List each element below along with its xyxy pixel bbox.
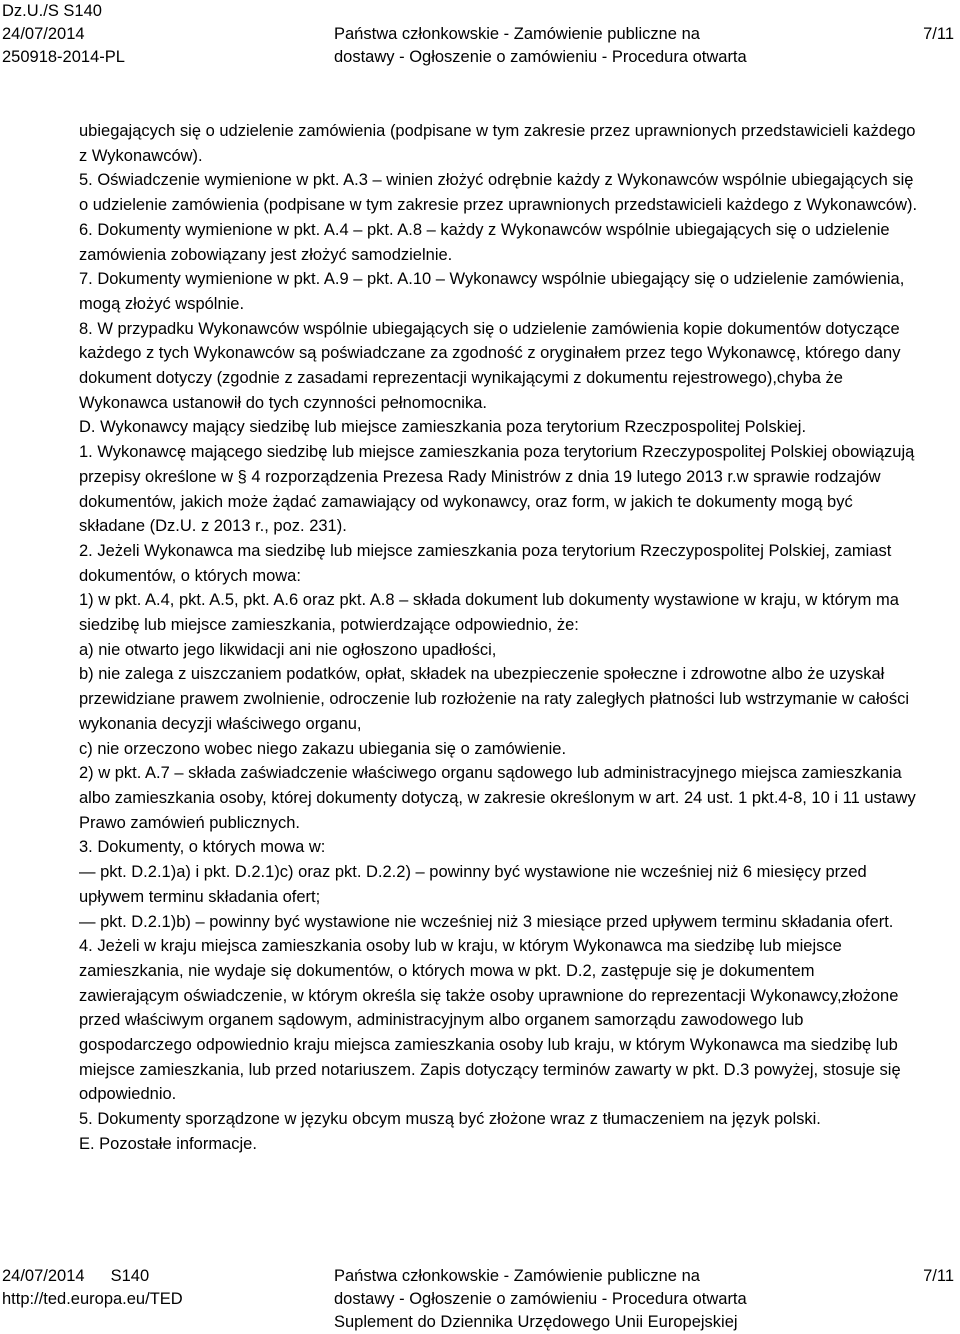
body-paragraph: 7. Dokumenty wymienione w pkt. A.9 – pkt. A.10 – Wykonawcy wspólnie ubiegający się o udzielenie zamówienia, mogą złożyć wspólnie. xyxy=(79,270,905,313)
body-paragraph: 6. Dokumenty wymienione w pkt. A.4 – pkt. A.8 – każdy z Wykonawców wspólnie ubiegających się o udzielenie zamówienia zobowiązany jest złożyć samodzielnie. xyxy=(79,220,890,264)
body-paragraph: 5. Dokumenty sporządzone w języku obcym muszą być złożone wraz z tłumaczeniem na język polski. xyxy=(79,1110,821,1129)
body-paragraph: b) nie zalega z uiszczaniem podatków, opłat, składek na ubezpieczenie społeczne i zdrowotne albo że uzyskał przewidziane prawem zwolnienie, odroczenie lub rozłożenie na raty zaległych płatności lub wstrzymanie w całości wykonania decyzji właściwego organu, xyxy=(79,665,909,733)
body-paragraph: 5. Oświadczenie wymienione w pkt. A.3 – winien złożyć odrębnie każdy z Wykonawców wspólnie ubiegających się o udzielenie zamówienia (podpisane w tym zakresie przez uprawnionych przedstawicieli każdego z Wykonawców). xyxy=(79,171,918,215)
body-paragraph: c) nie orzeczono wobec niego zakazu ubiegania się o zamówienie. xyxy=(79,739,567,758)
document-body xyxy=(79,119,919,1157)
journal-reference: Dz.U./S S140 xyxy=(2,2,102,20)
footer-page-number: 7/11 xyxy=(923,1267,954,1285)
body-paragraph: 3. Dokumenty, o których mowa w: xyxy=(79,838,326,857)
footer-date: 24/07/2014 xyxy=(2,1267,85,1285)
body-paragraph: — pkt. D.2.1)a) i pkt. D.2.1)c) oraz pkt. D.2.2) – powinny być wystawione nie wcześniej niż 6 miesięcy przed upływem terminu składania ofert; xyxy=(79,863,867,906)
notice-number: 250918-2014-PL xyxy=(2,48,125,66)
body-paragraph: 1. Wykonawcę mającego siedzibę lub miejsce zamieszkania poza terytorium Rzeczypospolitej Polskiej obowiązują przepisy określone w § 4 rozporządzenia Prezesa Rady Ministrów z dnia 19 lutego 2013 r.w sprawie rodzajów dokumentów, jakich może żądać zamawiający od wykonawcy, oraz form, w jakich te dokumenty mogą być składane (Dz.U. z 2013 r., poz. 231). xyxy=(79,443,915,536)
body-paragraph: 4. Jeżeli w kraju miejsca zamieszkania osoby lub w kraju, w którym Wykonawca ma siedzibę lub miejsce zamieszkania, nie wydaje się dokumentów, o których mowa w pkt. D.2, zastępuje się je dokumentem zawierającym oświadczenie, w którym określa się także osoby uprawnione do reprezentacji Wykonawcy,złożone przed właściwym organem sądowym, administracyjnym albo organem samorządu zawodowego lub gospodarczego odpowiednio kraju miejsca zamieszkania osoby lub kraju, w którym Wykonawca ma siedzibę lub miejsce zamieszkania, lub przed notariuszem. Zapis dotyczący terminów zawarty w pkt. D.3 powyżej, stosuje się odpowiednio. xyxy=(79,937,901,1104)
body-paragraph: 2. Jeżeli Wykonawca ma siedzibę lub miejsce zamieszkania poza terytorium Rzeczypospolitej Polskiej, zamiast dokumentów, o których mowa: xyxy=(79,541,892,585)
body-paragraph: a) nie otwarto jego likwidacji ani nie ogłoszono upadłości, xyxy=(79,640,497,659)
footer-title-block xyxy=(334,1265,747,1334)
footer-code: S140 xyxy=(110,1267,150,1285)
header-title-line-2: dostawy - Ogłoszenie o zamówieniu - Procedura otwarta xyxy=(334,48,747,66)
footer-left-block xyxy=(2,1265,183,1311)
section-heading-e: E. Pozostałe informacje. xyxy=(79,1134,257,1153)
header-page-number: 7/11 xyxy=(923,25,954,43)
footer-title-line-3: Suplement do Dziennika Urzędowego Unii Europejskiej xyxy=(334,1313,738,1331)
header-title-block xyxy=(334,23,747,69)
body-paragraph: 1) w pkt. A.4, pkt. A.5, pkt. A.6 oraz pkt. A.8 – składa dokument lub dokumenty wystawione w kraju, w którym ma siedzibę lub miejsce zamieszkania, potwierdzające odpowiednio, że: xyxy=(79,591,899,635)
section-heading-d: D. Wykonawcy mający siedzibę lub miejsce zamieszkania poza terytorium Rzeczpospolitej Polskiej. xyxy=(79,418,807,437)
body-paragraph: 8. W przypadku Wykonawców wspólnie ubiegających się o udzielenie zamówienia kopie dokumentów dotyczące każdego z tych Wykonawców są poświadczane za zgodność z oryginałem przez tego Wykonawcę, którego dany dokument dotyczy (zgodnie z zasadami reprezentacji wynikającymi z dokumentu rejestrowego),chyba że Wykonawca ustanowił do tych czynności pełnomocnika. xyxy=(79,319,901,412)
body-paragraph: — pkt. D.2.1)b) – powinny być wystawione nie wcześniej niż 3 miesiące przed upływem terminu składania ofert. xyxy=(79,912,894,931)
footer-title-line-2: dostawy - Ogłoszenie o zamówieniu - Procedura otwarta xyxy=(334,1290,747,1308)
footer-date-line xyxy=(2,1265,183,1288)
footer-title-line-1: Państwa członkowskie - Zamówienie publiczne na xyxy=(334,1267,700,1285)
body-paragraph: ubiegających się o udzielenie zamówienia (podpisane w tym zakresie przez uprawnionych przedstawicieli każdego z Wykonawców). xyxy=(79,122,916,165)
header-left-block xyxy=(2,0,125,69)
footer-url-link[interactable]: http://ted.europa.eu/TED xyxy=(2,1290,183,1308)
body-paragraph: 2) w pkt. A.7 – składa zaświadczenie właściwego organu sądowego lub administracyjnego miejsca zamieszkania albo zamieszkania osoby, której dokumenty dotyczą, w zakresie określonym w art. 24 ust. 1 pkt.4-8, 10 i 11 ustawy Prawo zamówień publicznych. xyxy=(79,764,916,832)
header-title-line-1: Państwa członkowskie - Zamówienie publiczne na xyxy=(334,25,700,43)
header-date: 24/07/2014 xyxy=(2,25,85,43)
